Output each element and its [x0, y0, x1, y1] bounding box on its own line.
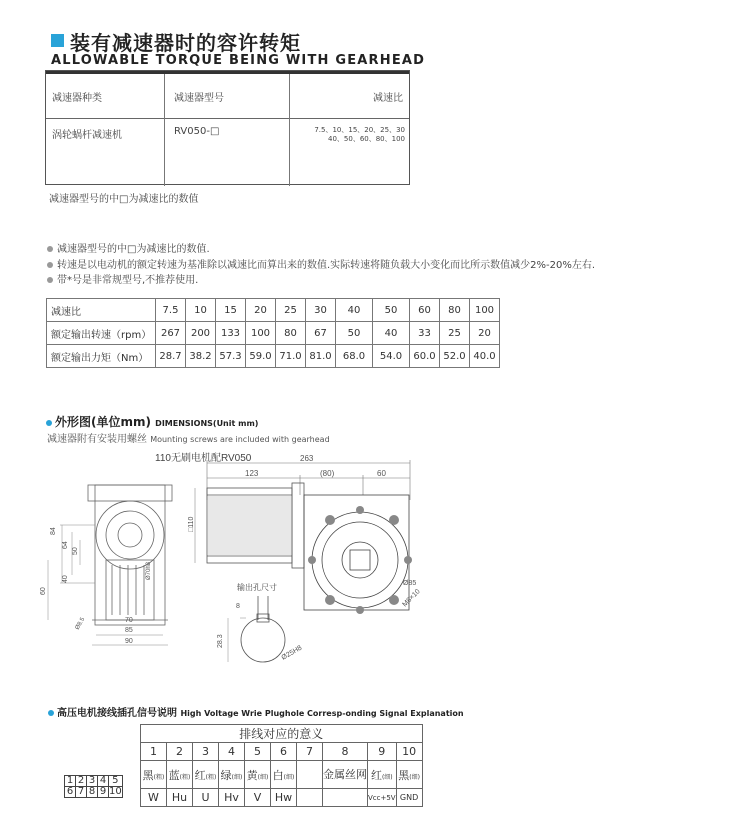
header-gearhead-type: 减速器种类	[52, 93, 102, 104]
bullet-note-2: 转速是以电动机的额定转速为基准除以减速比而算出来的数值.实际转速将随负载大小变化而比所示数值减少2%-20%左右.	[47, 256, 595, 271]
table-cell: 50	[373, 299, 410, 322]
table-cell: 133	[216, 322, 246, 345]
header-gearhead-model: 减速器型号	[174, 93, 224, 104]
gearhead-type-table	[45, 70, 410, 185]
gearbox-side-view	[88, 485, 172, 625]
dim-50: 50	[72, 547, 79, 555]
wiring-heading: 高压电机接线插孔信号说明 High Voltage Wrie Plughole Corresp-onding Signal Explanation	[48, 704, 464, 719]
page-subtitle: ALLOWABLE TORQUE BEING WITH GEARHEAD	[51, 53, 426, 68]
wire-signal: GND	[396, 789, 422, 807]
dimension-drawing	[0, 440, 750, 700]
dim-85: 85	[125, 627, 133, 634]
table-cell: 30	[306, 299, 336, 322]
dim-110: □110	[188, 516, 195, 532]
table-cell: 15	[216, 299, 246, 322]
title-marker	[51, 34, 64, 47]
pin-number: 3	[193, 743, 219, 761]
dim-80: (80)	[320, 469, 335, 478]
table-cell: 38.2	[186, 345, 216, 368]
wire-signal	[297, 789, 323, 807]
wiring-table-header: 排线对应的意义	[141, 725, 423, 743]
dim-28-3: 28.3	[217, 634, 224, 648]
table-row	[65, 776, 123, 787]
dim-25h8: Ø25H8	[280, 644, 304, 662]
table-row	[47, 299, 500, 322]
table-cell: 50	[336, 322, 373, 345]
table-cell: 100	[470, 299, 500, 322]
pin-number: 7	[297, 743, 323, 761]
table-cell: 60.0	[410, 345, 440, 368]
pin-number: 6	[271, 743, 297, 761]
column-divider	[164, 74, 165, 186]
wire-color: 黑(细)	[396, 761, 422, 789]
dim-84: 84	[50, 527, 57, 535]
cell-gearhead-model: RV050-□	[174, 126, 220, 137]
connector-pin: 2	[76, 776, 87, 787]
connector-pin: 8	[87, 787, 98, 798]
wire-color: 黑(粗)	[141, 761, 167, 789]
wiring-table	[140, 724, 423, 807]
header-ratio: 减速比	[373, 93, 403, 104]
dim-263: 263	[300, 454, 314, 463]
table-cell: 59.0	[246, 345, 276, 368]
connector-pin: 4	[98, 776, 109, 787]
wire-signal	[323, 789, 368, 807]
pin-number: 9	[368, 743, 397, 761]
wire-signal: W	[141, 789, 167, 807]
dimensions-heading: 外形图(单位mm) DIMENSIONS(Unit mm)	[46, 413, 258, 430]
pin-number: 2	[167, 743, 193, 761]
table-cell: 20	[246, 299, 276, 322]
table-cell: 80	[276, 322, 306, 345]
row-label-ratio: 减速比	[47, 299, 156, 322]
wire-color: 白(细)	[271, 761, 297, 789]
bullet-note-1: 减速器型号的中□为减速比的数值.	[47, 240, 210, 255]
dim-8-5: Ø8.5	[74, 616, 87, 631]
table-cell: 25	[440, 322, 470, 345]
table-cell: 68.0	[336, 345, 373, 368]
dim-90: 90	[125, 638, 133, 645]
heading-dot	[46, 420, 52, 426]
wire-color: 红(细)	[368, 761, 397, 789]
table-row	[141, 789, 423, 807]
table-cell: 25	[276, 299, 306, 322]
bullet-dot	[47, 277, 53, 283]
table-cell: 80	[440, 299, 470, 322]
pin-number: 1	[141, 743, 167, 761]
connector-diagram	[64, 775, 123, 798]
dim-60v: 60	[40, 587, 47, 595]
page-title: 装有减速器时的容许转矩	[70, 31, 301, 55]
table-cell: 71.0	[276, 345, 306, 368]
connector-pin: 6	[65, 787, 76, 798]
table-row	[141, 761, 423, 789]
table-cell: 10	[186, 299, 216, 322]
speed-torque-table	[46, 298, 500, 368]
wire-color: 红(粗)	[193, 761, 219, 789]
connector-pin: 5	[109, 776, 123, 787]
table-cell: 40	[336, 299, 373, 322]
dim-70: 70	[125, 617, 133, 624]
connector-pin: 1	[65, 776, 76, 787]
table-cell: 20	[470, 322, 500, 345]
wire-color	[297, 761, 323, 789]
dim-85-circle: Ø85	[403, 580, 417, 587]
table-row	[65, 787, 123, 798]
table-cell: 267	[156, 322, 186, 345]
table-row	[47, 322, 500, 345]
column-divider	[289, 74, 290, 186]
table-cell: 40	[373, 322, 410, 345]
dimensions-subtitle: 减速器附有安装用螺丝 Mounting screws are included with gearhead	[47, 434, 330, 445]
table-cell: 28.7	[156, 345, 186, 368]
connector-pin: 10	[109, 786, 122, 797]
cell-gearhead-type: 涡轮蜗杆减速机	[52, 130, 122, 141]
wire-signal: V	[245, 789, 271, 807]
dim-60: 60	[377, 469, 386, 478]
wire-color: 黄(细)	[245, 761, 271, 789]
wire-signal: U	[193, 789, 219, 807]
model-note: 减速器型号的中□为减速比的数值	[49, 194, 199, 205]
table-cell: 60	[410, 299, 440, 322]
pin-number: 10	[396, 743, 422, 761]
heading-dot	[48, 710, 54, 716]
pin-number: 4	[219, 743, 245, 761]
connector-pin: 9	[98, 787, 109, 798]
table-row	[47, 345, 500, 368]
output-bore-detail	[241, 596, 285, 662]
pin-number: 5	[245, 743, 271, 761]
table-row	[141, 743, 423, 761]
table-cell: 33	[410, 322, 440, 345]
table-cell: 100	[246, 322, 276, 345]
wire-signal: Vcc+5V	[368, 789, 397, 807]
wire-signal: Hv	[219, 789, 245, 807]
wire-color: 蓝(粗)	[167, 761, 193, 789]
connector-pin: 3	[87, 776, 98, 787]
table-cell: 67	[306, 322, 336, 345]
output-hole-label: 输出孔尺寸	[237, 583, 277, 592]
row-label-torque: 额定输出力矩（Nm）	[47, 345, 156, 368]
cell-ratios-line2: 40、50、60、80、100	[328, 135, 405, 143]
dim-m8: M8×10	[401, 588, 422, 609]
dim-123: 123	[245, 469, 259, 478]
bullet-dot	[47, 246, 53, 252]
wire-color: 绿(细)	[219, 761, 245, 789]
table-cell: 40.0	[470, 345, 500, 368]
pin-number: 8	[323, 743, 368, 761]
wire-color: 金属丝网	[323, 761, 368, 789]
table-cell: 54.0	[373, 345, 410, 368]
wire-signal: Hw	[271, 789, 297, 807]
wire-signal: Hu	[167, 789, 193, 807]
bullet-dot	[47, 262, 53, 268]
dim-70h8: Ø70h8	[146, 561, 152, 580]
table-cell: 200	[186, 322, 216, 345]
drawing-title: 110无刷电机配RV050	[155, 453, 252, 464]
gearbox-front-view	[304, 495, 409, 610]
row-label-speed: 额定输出转速（rpm）	[47, 322, 156, 345]
table-cell: 7.5	[156, 299, 186, 322]
cell-ratios-line1: 7.5、10、15、20、25、30	[314, 126, 405, 134]
dim-40: 40	[62, 575, 69, 583]
dim-8: 8	[236, 603, 240, 610]
dim-64: 64	[62, 541, 69, 549]
bullet-note-3: 带*号是非常规型号,不推荐使用.	[47, 271, 198, 286]
table-cell: 52.0	[440, 345, 470, 368]
connector-pin: 7	[76, 787, 87, 798]
table-row	[141, 725, 423, 743]
table-cell: 81.0	[306, 345, 336, 368]
table-cell: 57.3	[216, 345, 246, 368]
